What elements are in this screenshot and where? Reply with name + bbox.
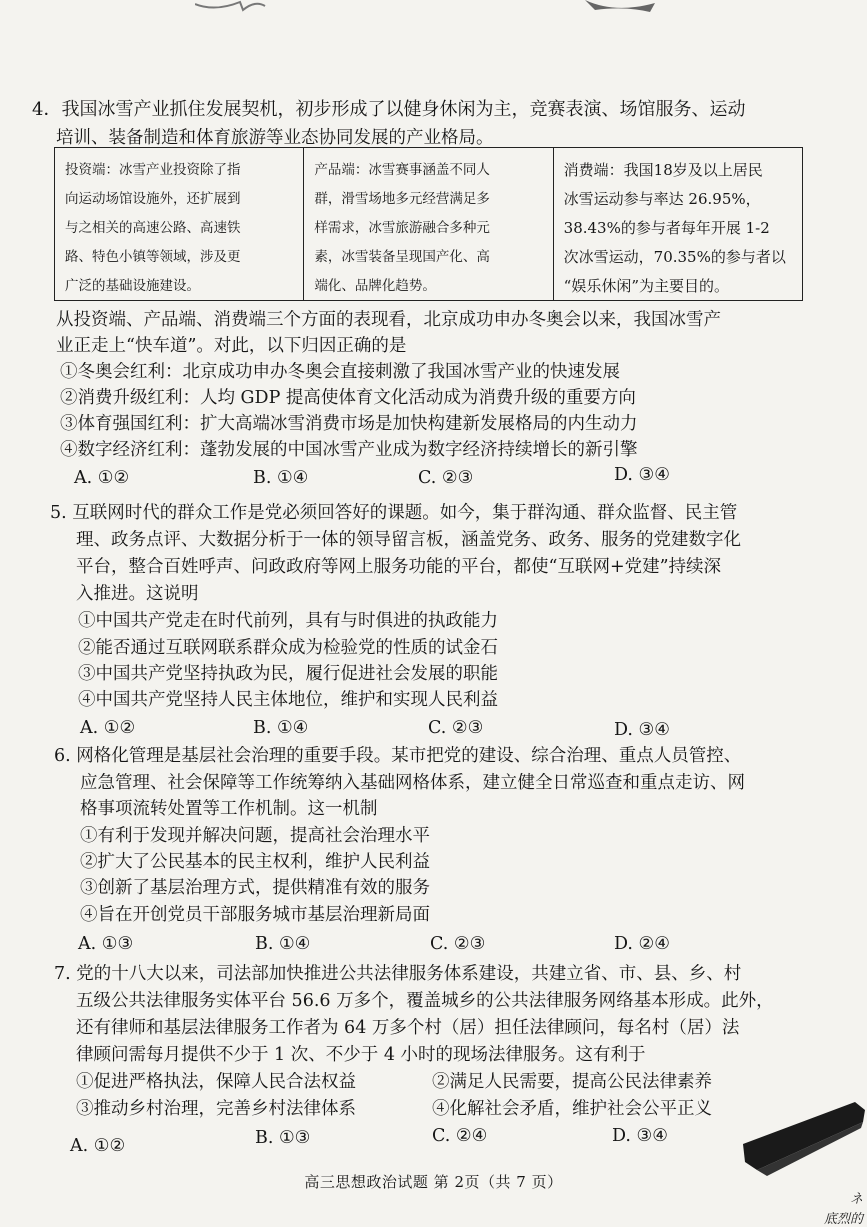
q5-choice-c: C. ②③	[428, 718, 484, 738]
q6-option-1: ①有利于发现并解决问题，提高社会治理水平	[80, 826, 430, 846]
q4-option-4: ④数字经济红利：蓬勃发展的中国冰雪产业成为数字经济持续增长的新引擎	[60, 440, 638, 460]
consumption-cell	[554, 148, 802, 300]
q5-stem-line-2: 理、政务点评、大数据分析于一体的领导留言板，涵盖党务、政务、服务的党建数字化	[76, 530, 741, 550]
q5-stem-line-4: 入推进。这说明	[76, 584, 199, 604]
consumption-line: 次冰雪运动，70.35%的参与者以	[563, 248, 786, 266]
q5-option-4: ④中国共产党坚持人民主体地位，维护和实现人民利益	[78, 690, 498, 710]
investment-line: 路、特色小镇等领域，涉及更	[65, 249, 241, 265]
q7-stem-line-1: 7. 党的十八大以来，司法部加快推进公共法律服务体系建设，共建立省、市、县、乡、村	[54, 964, 742, 984]
q4-stem-line-2: 培训、装备制造和体育旅游等业态协同发展的产业格局。	[56, 128, 494, 148]
product-cell	[304, 148, 553, 300]
consumption-line: 38.43%的参与者每年开展 1-2	[563, 219, 770, 237]
investment-line: 广泛的基础设施建设。	[65, 278, 200, 294]
q5-stem-line-3: 平台，整合百姓呼声、问政政府等网上服务功能的平台，都使“互联网+党建”持续深	[76, 557, 722, 577]
q7-option-2: ②满足人民需要，提高公民法律素养	[432, 1072, 712, 1092]
q4-option-3: ③体育强国红利：扩大高端冰雪消费市场是加快构建新发展格局的内生动力	[60, 414, 638, 434]
corner-scan-text-2: 底烈的	[823, 1212, 863, 1227]
q5-choice-a: A. ①②	[80, 718, 136, 738]
q6-stem-line-1: 6. 网格化管理是基层社会治理的重要手段。某市把党的建设、综合治理、重点人员管控、	[54, 746, 742, 766]
q5-stem-line-1: 5. 互联网时代的群众工作是党必须回答好的课题。如今，集于群沟通、群众监督、民主管	[50, 503, 738, 523]
product-line: 样需求，冰雪旅游融合多种元	[314, 220, 490, 236]
q4-choice-a: A. ①②	[74, 468, 130, 488]
q6-choice-a: A. ①③	[78, 934, 134, 954]
q7-stem-line-2: 五级公共法律服务实体平台 56.6 万多个，覆盖城乡的公共法律服务网络基本形成。此外，	[76, 991, 774, 1011]
q4-option-2: ②消费升级红利：人均 GDP 提高使体育文化活动成为消费升级的重要方向	[60, 388, 636, 408]
q4-stem-line-1: 4．我国冰雪产业抓住发展契机，初步形成了以健身休闲为主，竞赛表演、场馆服务、运动	[32, 99, 746, 120]
q7-choice-c: C. ②④	[432, 1126, 488, 1146]
q7-choice-b: B. ①③	[255, 1128, 311, 1148]
q7-stem-line-3: 还有律师和基层法律服务工作者为 64 万多个村（居）担任法律顾问，每名村（居）法	[76, 1018, 740, 1038]
consumption-line: 冰雪运动参与率达 26.95%，	[563, 190, 761, 208]
q6-stem-line-3: 格事项流转处置等工作机制。这一机制	[80, 799, 378, 819]
q7-choice-a: A. ①②	[70, 1136, 126, 1156]
q4-choice-c: C. ②③	[418, 468, 474, 488]
q5-option-2: ②能否通过互联网联系群众成为检验党的性质的试金石	[78, 638, 498, 658]
q4-choice-d: D. ③④	[614, 465, 670, 485]
consumption-line: “娱乐休闲”为主要目的。	[563, 277, 729, 295]
q4-option-1: ①冬奥会红利：北京成功申办冬奥会直接刺激了我国冰雪产业的快速发展	[60, 362, 620, 382]
q7-stem-line-4: 律顾问需每月提供不少于 1 次、不少于 4 小时的现场法律服务。这有利于	[76, 1045, 646, 1065]
investment-line: 向运动场馆设施外，还扩展到	[65, 191, 241, 207]
investment-line: 与之相关的高速公路、高速铁	[65, 220, 241, 236]
q6-stem-line-2: 应急管理、社会保障等工作统筹纳入基础网格体系，建立健全日常巡查和重点走访、网	[80, 773, 745, 793]
q6-option-4: ④旨在开创党员干部服务城市基层治理新局面	[80, 905, 430, 925]
q7-choice-d: D. ③④	[612, 1126, 668, 1146]
q6-option-2: ②扩大了公民基本的民主权利，维护人民利益	[80, 852, 430, 872]
q7-option-3: ③推动乡村治理，完善乡村法律体系	[76, 1099, 356, 1119]
page-footer: 高三思想政治试题 第 2页（共 7 页）	[304, 1173, 563, 1191]
q5-choice-d: D. ③④	[614, 720, 670, 740]
q6-option-3: ③创新了基层治理方式，提供精准有效的服务	[80, 878, 430, 898]
product-line: 素，冰雪装备呈现国产化、高	[314, 249, 490, 265]
q5-choice-b: B. ①④	[253, 718, 309, 738]
q4-after-line-2: 业正走上“快车道”。对此，以下归因正确的是	[56, 336, 407, 356]
q5-option-3: ③中国共产党坚持执政为民，履行促进社会发展的职能	[78, 664, 498, 684]
q7-option-1: ①促进严格执法，保障人民合法权益	[76, 1072, 356, 1092]
investment-line: 投资端：冰雪产业投资除了指	[65, 162, 241, 178]
investment-cell	[55, 148, 304, 300]
product-line: 端化、品牌化趋势。	[314, 278, 436, 294]
product-line: 群，滑雪场地多元经营满足多	[314, 191, 490, 207]
scan-smudge-top	[195, 0, 655, 14]
q6-choice-d: D. ②④	[614, 934, 670, 954]
q4-info-table	[54, 147, 803, 301]
consumption-line: 消费端：我国18岁及以上居民	[563, 161, 763, 179]
q5-option-1: ①中国共产党走在时代前列，具有与时俱进的执政能力	[78, 611, 498, 631]
q6-choice-c: C. ②③	[430, 934, 486, 954]
q7-option-4: ④化解社会矛盾，维护社会公平正义	[432, 1099, 712, 1119]
corner-scan-text-1: ネ	[849, 1192, 863, 1207]
q4-choice-b: B. ①④	[253, 468, 309, 488]
q4-after-line-1: 从投资端、产品端、消费端三个方面的表现看，北京成功申办冬奥会以来，我国冰雪产	[56, 310, 721, 330]
product-line: 产品端：冰雪赛事涵盖不同人	[314, 162, 490, 178]
q6-choice-b: B. ①④	[255, 934, 311, 954]
